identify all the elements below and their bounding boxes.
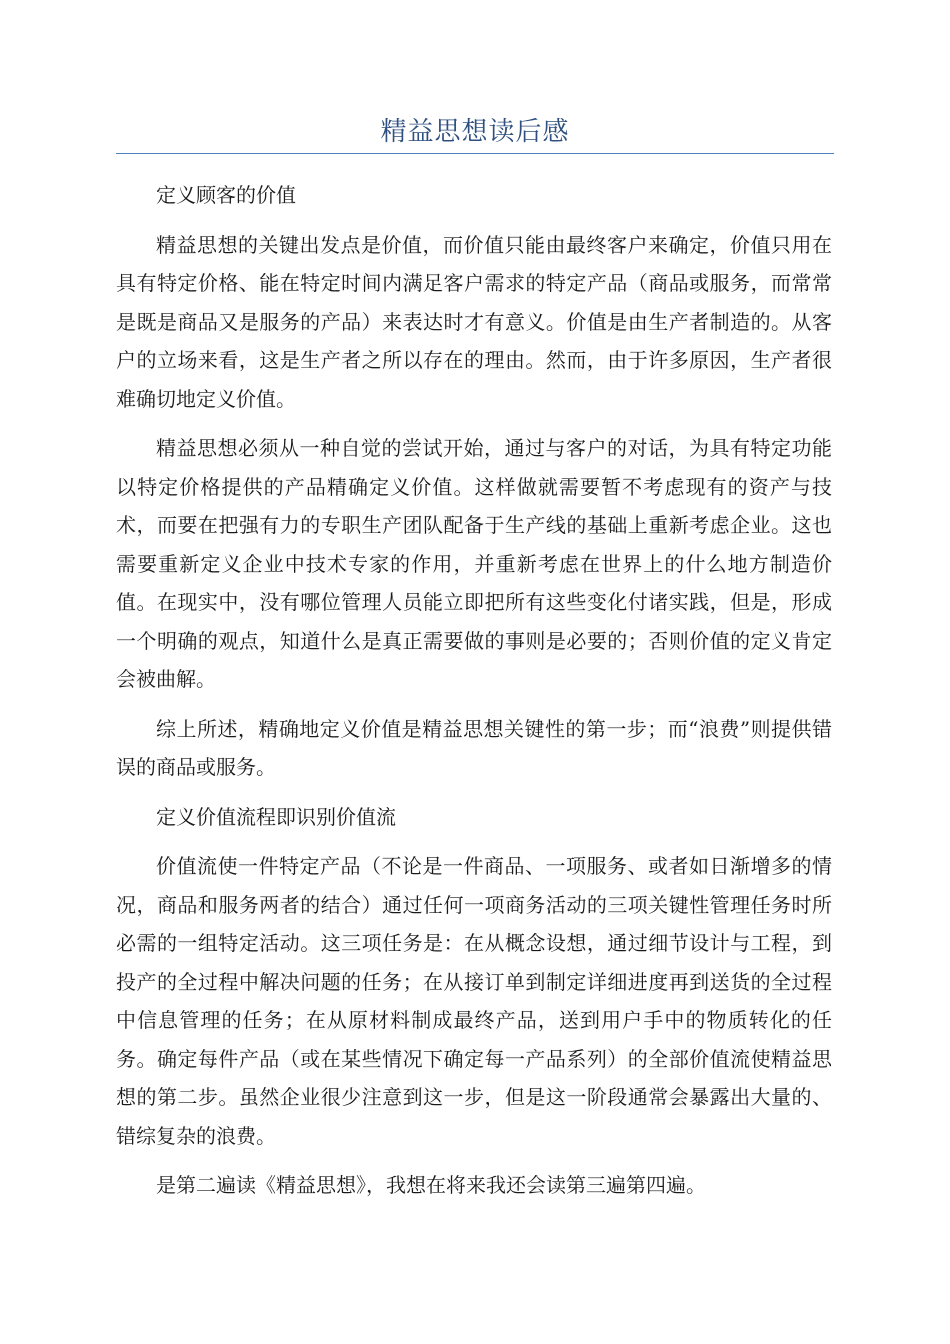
section-heading-value-stream: 定义价值流程即识别价值流 xyxy=(156,804,396,829)
paragraph: 精益思想必须从一种自觉的尝试开始，通过与客户的对话，为具有特定功能以特定价格提供的产品精确定义价值。这样做就需要暂不考虑现有的资产与技术，而要在把强有力的专职生产团队配备于生产线的基础上重新考虑企业。这也需要重新定义企业中技术专家的作用，并重新考虑在世界上的什么地方制造价值。在现实中，没有哪位管理人员能立即把所有这些变化付诸实践，但是，形成一个明确的观点，知道什么是真正需要做的事则是必要的；否则价值的定义肯定会被曲解。 xyxy=(116,436,832,691)
paragraph: 是第二遍读《精益思想》，我想在将来我还会读第三遍第四遍。 xyxy=(156,1173,706,1197)
document-body xyxy=(116,176,832,1216)
paragraph: 精益思想的关键出发点是价值，而价值只能由最终客户来确定，价值只用在具有特定价格、能在特定时间内满足客户需求的特定产品（商品或服务，而常常是既是商品又是服务的产品）来表达时才有意义。价值是由生产者制造的。从客户的立场来看，这是生产者之所以存在的理由。然而，由于许多原因，生产者很难确切地定义价值。 xyxy=(116,232,832,411)
section-heading-value: 定义顾客的价值 xyxy=(156,183,296,207)
paragraph: 综上所述，精确地定义价值是精益思想关键性的第一步；而“浪费”则提供错误的商品或服务。 xyxy=(116,716,832,779)
title-underline xyxy=(116,153,834,154)
document-title: 精益思想读后感 xyxy=(380,117,570,147)
paragraph: 价值流使一件特定产品（不论是一件商品、一项服务、或者如日渐增多的情况，商品和服务两者的结合）通过任何一项商务活动的三项关键性管理任务时所必需的一组特定活动。这三项任务是：在从概念设想，通过细节设计与工程，到投产的全过程中解决问题的任务；在从接订单到制定详细进度再到送货的全过程中信息管理的任务；在从原材料制成最终产品，送到用户手中的物质转化的任务。确定每件产品（或在某些情况下确定每一产品系列）的全部价值流使精益思想的第二步。虽然企业很少注意到这一步，但是这一阶段通常会暴露出大量的、错综复杂的浪费。 xyxy=(116,854,832,1148)
